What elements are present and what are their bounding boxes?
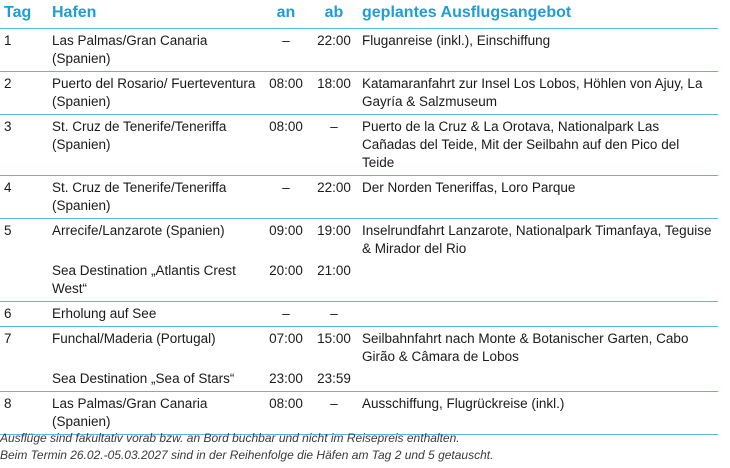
cell-tag: 3: [0, 115, 48, 176]
cell-hafen: Sea Destination „Atlantis Crest West“: [48, 261, 262, 302]
cell-tag: [0, 261, 48, 302]
table-row: [0, 369, 718, 392]
footnote-excursions: Ausflüge sind fakultativ vorab bzw. an Bord buchbar und nicht im Reisepreis enthalten.: [0, 431, 460, 445]
cell-an: 20:00: [262, 261, 310, 302]
cell-ab: 19:00: [317, 223, 351, 238]
cell-tag: 7: [4, 331, 12, 346]
footnote-date-swap: Beim Termin 26.02.-05.03.2027 sind in der Reihenfolge die Häfen am Tag 2 und 5 getauscht.: [0, 448, 494, 462]
cell-ausflug: [358, 369, 718, 392]
cell-tag: 2: [0, 72, 48, 115]
cell-hafen: Las Palmas/Gran Canaria (Spanien): [48, 392, 262, 435]
cell-ab: 22:00: [310, 29, 358, 72]
cell-an: 23:00: [262, 369, 310, 392]
cell-ausflug: Seilbahnfahrt nach Monte & Botanischer Garten, Cabo Girão & Câmara de Lobos: [362, 331, 689, 364]
cell-ab: 18:00: [310, 72, 358, 115]
header-hafen: Hafen: [48, 0, 262, 29]
header-ausflug: geplantes Ausflugsangebot: [358, 0, 718, 29]
cell-ab: 22:00: [310, 176, 358, 219]
table-row: [0, 176, 718, 219]
table-row: [0, 115, 718, 176]
table-row: [0, 302, 718, 327]
cell-tag: 8: [0, 392, 48, 435]
cell-ausflug: [358, 302, 718, 327]
cell-tag: 5: [4, 223, 12, 238]
cell-ab: –: [310, 302, 358, 327]
table-header-row: [0, 0, 718, 29]
table-row: [0, 219, 718, 262]
cell-hafen: Erholung auf See: [48, 302, 262, 327]
cell-tag: [0, 369, 48, 392]
cell-ausflug: Der Norden Teneriffas, Loro Parque: [358, 176, 718, 219]
cell-ausflug: [358, 261, 718, 302]
cell-hafen: Funchal/Maderia (Portugal): [52, 331, 216, 346]
table-row: [0, 72, 718, 115]
table-row: [0, 261, 718, 302]
cell-hafen: Puerto del Rosario/ Fuerteventura (Spanien): [48, 72, 262, 115]
cell-hafen: Las Palmas/Gran Canaria (Spanien): [48, 29, 262, 72]
header-ab: ab: [310, 0, 358, 29]
cell-ab: 23:59: [310, 369, 358, 392]
header-an: an: [262, 0, 310, 29]
cell-ausflug: Katamaranfahrt zur Insel Los Lobos, Höhlen von Ajuy, La Gayría & Salzmuseum: [358, 72, 718, 115]
cell-tag: 4: [0, 176, 48, 219]
cell-tag: 1: [0, 29, 48, 72]
cell-hafen: Arrecife/Lanzarote (Spanien): [52, 223, 225, 238]
cell-ausflug: Ausschiffung, Flugrückreise (inkl.): [358, 392, 718, 435]
cell-hafen: St. Cruz de Tenerife/Teneriffa (Spanien): [48, 176, 262, 219]
header-tag: Tag: [0, 0, 48, 29]
table-row: [0, 327, 718, 370]
cell-an: 07:00: [269, 331, 303, 346]
cell-ab: 21:00: [310, 261, 358, 302]
cell-ausflug: Puerto de la Cruz & La Orotava, Nationalpark Las Cañadas del Teide, Mit der Seilbahn auf den Pico del Teide: [358, 115, 718, 176]
cell-hafen: St. Cruz de Tenerife/Teneriffa (Spanien): [48, 115, 262, 176]
cell-an: 08:00: [262, 115, 310, 176]
cell-ab: –: [310, 392, 358, 435]
cell-an: 08:00: [262, 72, 310, 115]
cell-ab: –: [310, 115, 358, 176]
cell-an: 09:00: [269, 223, 303, 238]
cell-an: –: [262, 302, 310, 327]
cell-an: 08:00: [262, 392, 310, 435]
table-row: [0, 29, 718, 72]
table-row: [0, 392, 718, 435]
cell-tag: 6: [0, 302, 48, 327]
cell-hafen: Sea Destination „Sea of Stars“: [48, 369, 262, 392]
cell-ausflug: Inselrundfahrt Lanzarote, Nationalpark Timanfaya, Teguise & Mirador del Rio: [362, 223, 712, 256]
cell-an: –: [262, 176, 310, 219]
cell-an: –: [262, 29, 310, 72]
footnotes: [0, 430, 720, 464]
cell-ab: 15:00: [317, 331, 351, 346]
cell-ausflug: Fluganreise (inkl.), Einschiffung: [358, 29, 718, 72]
